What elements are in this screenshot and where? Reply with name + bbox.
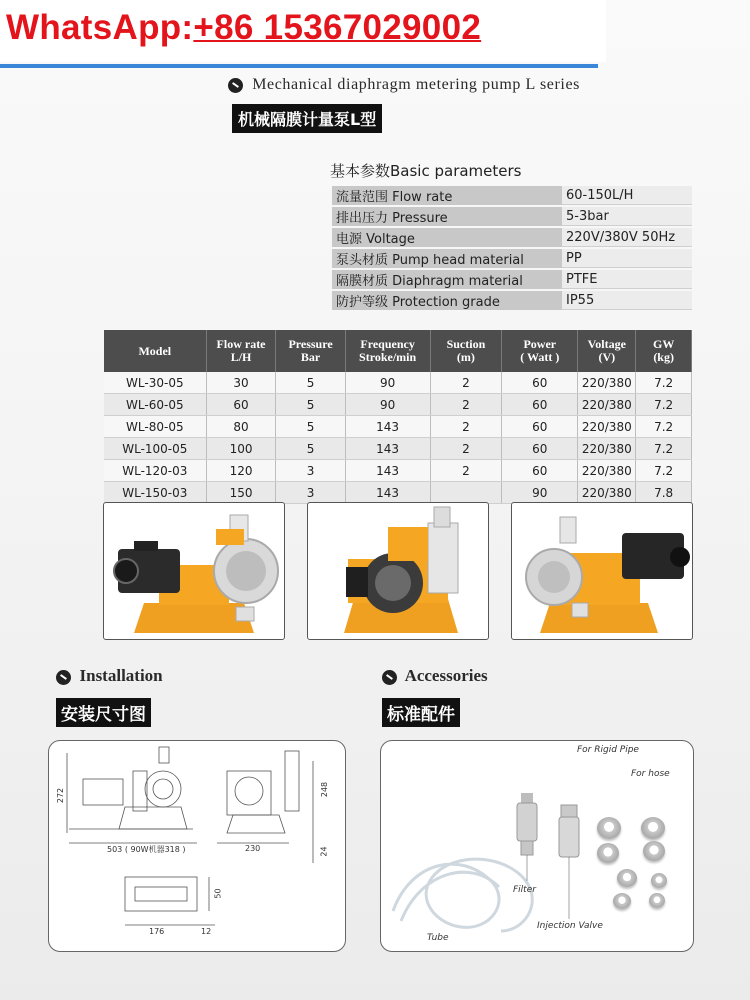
basic-param-key: 电源 Voltage — [332, 228, 562, 247]
spec-header-unit: (V) — [598, 350, 616, 364]
spec-cell: 3 — [276, 482, 345, 504]
dim-foot-height: 50 — [213, 888, 223, 899]
spec-cell: 120 — [206, 460, 276, 482]
spec-header-label: Suction — [446, 337, 486, 351]
spec-cell: 220/380 — [578, 416, 636, 438]
spec-header-unit: (m) — [456, 350, 475, 364]
series-title-en-text: Mechanical diaphragm metering pump L series — [252, 76, 580, 93]
pump-photo-1 — [103, 502, 285, 640]
accessories-title-en-text: Accessories — [404, 666, 488, 685]
rigid-pipe-fitting-icon — [597, 817, 621, 839]
dim-height2: 248 — [320, 781, 330, 798]
spec-header-cell — [430, 330, 502, 372]
spec-cell: 220/380 — [578, 438, 636, 460]
spec-cell: 143 — [345, 416, 430, 438]
basic-param-key: 泵头材质 Pump head material — [332, 249, 562, 268]
whatsapp-contact[interactable] — [6, 8, 481, 48]
spec-cell: 60 — [502, 394, 578, 416]
spec-cell: 7.2 — [636, 460, 692, 482]
spec-cell: 60 — [502, 416, 578, 438]
spec-cell: WL-60-05 — [104, 394, 206, 416]
installation-title-en — [56, 666, 163, 686]
spec-cell: 5 — [276, 394, 345, 416]
whatsapp-prefix: WhatsApp: — [6, 8, 194, 47]
spec-cell: 220/380 — [578, 394, 636, 416]
spec-table — [104, 330, 692, 504]
basic-params-table — [332, 184, 692, 312]
table-row — [104, 394, 692, 416]
spec-cell: 2 — [430, 438, 502, 460]
basic-param-value: 220V/380V 50Hz — [562, 228, 692, 247]
accessories-panel — [380, 740, 694, 952]
basic-param-key: 防护等级 Protection grade — [332, 291, 562, 310]
rigid-pipe-fitting-icon — [597, 843, 619, 863]
label-hose: For hose — [631, 769, 670, 779]
series-title-cn: 机械隔膜计量泵L型 — [232, 104, 382, 133]
installation-drawing — [48, 740, 346, 952]
spec-cell: 5 — [276, 372, 345, 394]
table-row — [104, 416, 692, 438]
spec-cell: 100 — [206, 438, 276, 460]
spec-header-cell — [636, 330, 692, 372]
spec-cell: 7.2 — [636, 416, 692, 438]
whatsapp-banner[interactable] — [0, 0, 606, 62]
spec-header-label: Flow rate — [216, 337, 266, 351]
pump-photo-2 — [307, 502, 489, 640]
spec-header-cell — [502, 330, 578, 372]
spec-cell: 2 — [430, 416, 502, 438]
spec-cell: 60 — [502, 438, 578, 460]
basic-param-value: PTFE — [562, 270, 692, 289]
basic-param-key: 流量范围 Flow rate — [332, 186, 562, 205]
section-bullet-icon — [382, 670, 397, 685]
dim-width: 503 ( 90W机器318 ) — [107, 845, 186, 854]
spec-cell: 7.2 — [636, 394, 692, 416]
section-bullet-icon — [56, 670, 71, 685]
spec-header-unit: L/H — [230, 350, 252, 364]
dim-height: 272 — [56, 787, 66, 804]
spec-cell: WL-80-05 — [104, 416, 206, 438]
spec-cell: 7.2 — [636, 438, 692, 460]
fitting-ring-icon — [617, 869, 637, 887]
basic-param-row — [332, 249, 692, 268]
spec-header-unit: Bar — [300, 350, 321, 364]
spec-cell: 90 — [502, 482, 578, 504]
spec-cell: 30 — [206, 372, 276, 394]
series-title-en — [228, 76, 580, 94]
pump-image-icon — [308, 503, 488, 639]
basic-param-row — [332, 228, 692, 247]
whatsapp-number[interactable]: +86 15367029002 — [193, 8, 482, 47]
spec-cell: WL-100-05 — [104, 438, 206, 460]
basic-param-value: PP — [562, 249, 692, 268]
basic-param-value: IP55 — [562, 291, 692, 310]
pump-image-icon — [512, 503, 692, 639]
spec-cell: 60 — [502, 372, 578, 394]
label-rigid-pipe: For Rigid Pipe — [577, 745, 639, 755]
basic-param-row — [332, 291, 692, 310]
spec-header-cell — [345, 330, 430, 372]
spec-cell: 60 — [206, 394, 276, 416]
spec-cell: 143 — [345, 460, 430, 482]
spec-cell: 60 — [502, 460, 578, 482]
basic-param-value: 60-150L/H — [562, 186, 692, 205]
basic-param-row — [332, 186, 692, 205]
basic-param-row — [332, 207, 692, 226]
table-row — [104, 482, 692, 504]
fitting-ring-icon — [649, 893, 665, 908]
basic-param-key: 排出压力 Pressure — [332, 207, 562, 226]
spec-cell: 2 — [430, 372, 502, 394]
spec-cell: 220/380 — [578, 372, 636, 394]
spec-cell: 143 — [345, 482, 430, 504]
section-bullet-icon — [228, 78, 243, 93]
basic-param-row — [332, 270, 692, 289]
spec-header-cell — [206, 330, 276, 372]
spec-header-label: Pressure — [288, 337, 333, 351]
spec-cell: 90 — [345, 394, 430, 416]
dim-base: 24 — [319, 846, 329, 857]
spec-cell: 7.8 — [636, 482, 692, 504]
spec-cell: WL-30-05 — [104, 372, 206, 394]
spec-cell — [430, 482, 502, 504]
accessories-title-en — [382, 666, 488, 686]
hose-fitting-icon — [641, 817, 665, 839]
spec-header-label: Frequency — [360, 337, 415, 351]
spec-header-cell — [104, 330, 206, 372]
spec-header-label: Model — [138, 343, 172, 358]
spec-header-unit: (kg) — [653, 350, 674, 364]
label-tube: Tube — [427, 933, 449, 943]
accessories-title-cn: 标准配件 — [382, 698, 460, 727]
dim-foot-width: 176 — [149, 927, 165, 936]
spec-cell: WL-120-03 — [104, 460, 206, 482]
spec-cell: 5 — [276, 416, 345, 438]
table-row — [104, 438, 692, 460]
fitting-ring-icon — [651, 873, 667, 888]
spec-header-unit: Stroke/min — [359, 350, 417, 364]
spec-header-label: Voltage — [587, 337, 626, 351]
spec-header-label: Power — [523, 337, 557, 351]
spec-cell: 5 — [276, 438, 345, 460]
spec-cell: 80 — [206, 416, 276, 438]
basic-params-title: 基本参数Basic parameters — [330, 162, 522, 180]
spec-cell: 220/380 — [578, 460, 636, 482]
label-injection-valve: Injection Valve — [537, 921, 603, 931]
spec-cell: 7.2 — [636, 372, 692, 394]
installation-title-cn: 安装尺寸图 — [56, 698, 151, 727]
hose-fitting-icon — [643, 841, 665, 861]
spec-cell: 3 — [276, 460, 345, 482]
spec-cell: 143 — [345, 438, 430, 460]
spec-cell: 150 — [206, 482, 276, 504]
spec-cell: 90 — [345, 372, 430, 394]
dimension-drawing-icon — [49, 741, 345, 951]
spec-cell: 220/380 — [578, 482, 636, 504]
table-row — [104, 372, 692, 394]
banner-underline — [0, 64, 598, 68]
spec-cell: 2 — [430, 460, 502, 482]
spec-cell: 2 — [430, 394, 502, 416]
label-filter: Filter — [513, 885, 536, 895]
pump-image-icon — [104, 503, 284, 639]
dim-foot-gap: 12 — [201, 927, 212, 936]
spec-header-unit: ( Watt ) — [520, 350, 560, 364]
fitting-ring-icon — [613, 893, 631, 909]
pump-photo-3 — [511, 502, 693, 640]
table-row — [104, 460, 692, 482]
spec-cell: WL-150-03 — [104, 482, 206, 504]
installation-title-en-text: Installation — [79, 666, 163, 685]
spec-header-label: GW — [652, 337, 675, 351]
basic-param-key: 隔膜材质 Diaphragm material — [332, 270, 562, 289]
basic-param-value: 5-3bar — [562, 207, 692, 226]
dim-side: 230 — [245, 844, 261, 853]
spec-header-cell — [578, 330, 636, 372]
spec-header-cell — [276, 330, 345, 372]
